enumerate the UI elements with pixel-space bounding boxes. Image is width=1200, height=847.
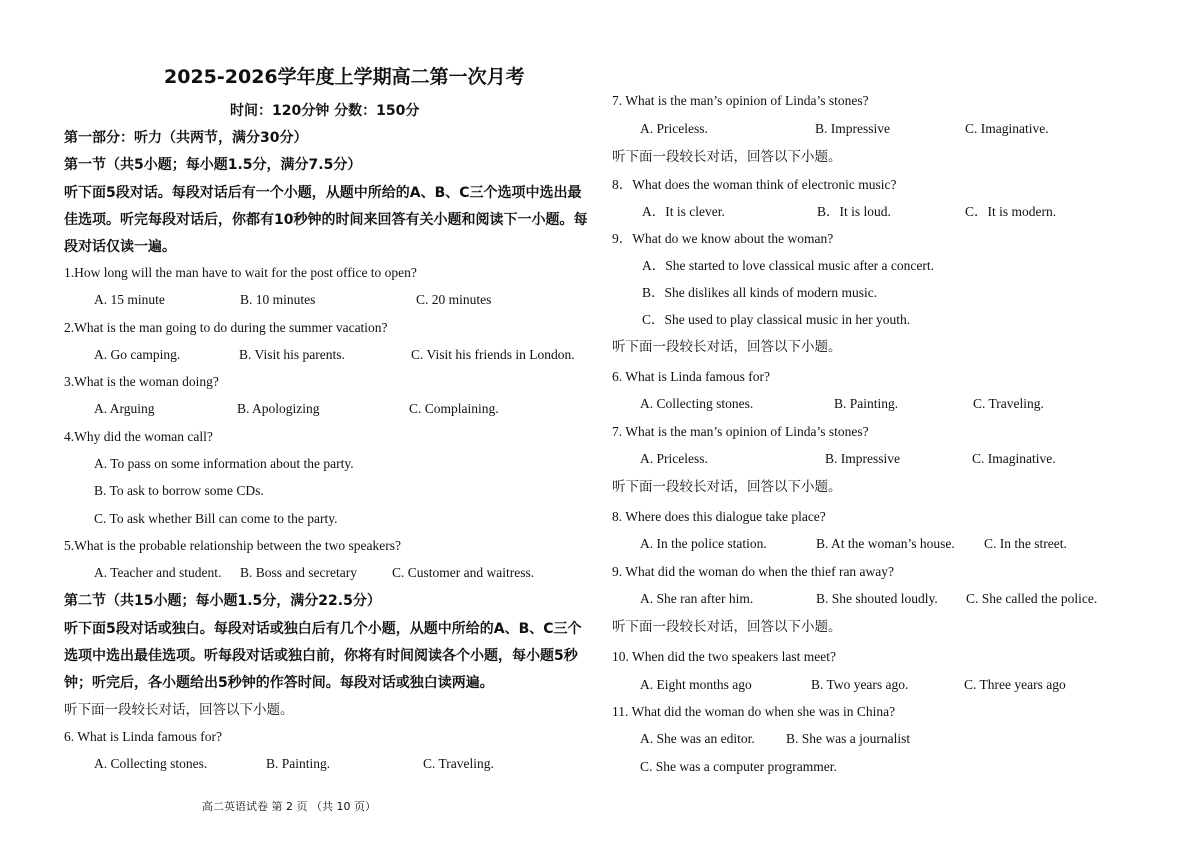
- q8a-option-c: C．It is modern.: [965, 204, 1057, 219]
- listen-note: 听下面一段较长对话，回答以下小题。: [64, 702, 294, 718]
- q5-option-c: C. Customer and waitress.: [392, 565, 535, 580]
- q2-option-c: C. Visit his friends in London.: [411, 347, 575, 362]
- q1-option-c: C. 20 minutes: [416, 292, 492, 307]
- instruction2-line3: 钟；听完后，各小题给出5秒钟的作答时间。每段对话或独白读两遍。: [64, 675, 494, 691]
- q3-option-b: B. Apologizing: [237, 401, 320, 416]
- q10-option-b: B. Two years ago.: [811, 677, 909, 692]
- question-6: 6. What is Linda famous for?: [64, 729, 222, 744]
- part1-heading: 第一部分：听力（共两节，满分30分）: [64, 130, 308, 146]
- q9a-option-c: C．She used to play classical music in her youth.: [642, 312, 911, 327]
- left-column: [64, 0, 594, 847]
- question-7a: 7. What is the man’s opinion of Linda’s stones?: [612, 93, 869, 108]
- q10-option-c: C. Three years ago: [964, 677, 1066, 692]
- q5-option-a: A. Teacher and student.: [94, 565, 222, 580]
- question-1: 1.How long will the man have to wait for the post office to open?: [64, 265, 417, 280]
- q3-option-a: A. Arguing: [94, 401, 155, 416]
- q7a-option-a: A. Priceless.: [640, 121, 708, 136]
- question-7b: 7. What is the man’s opinion of Linda’s stones?: [612, 424, 869, 439]
- q8b-option-b: B. At the woman’s house.: [816, 536, 955, 551]
- q6-option-a: A. Collecting stones.: [94, 756, 208, 771]
- q6-option-b: B. Painting.: [266, 756, 331, 771]
- q11-option-a: A. She was an editor.: [640, 731, 755, 746]
- q9a-option-b: B．She dislikes all kinds of modern music.: [642, 285, 878, 300]
- question-9b: 9. What did the woman do when the thief ran away?: [612, 564, 895, 579]
- question-6b: 6. What is Linda famous for?: [612, 369, 770, 384]
- question-5: 5.What is the probable relationship between the two speakers?: [64, 538, 402, 553]
- q7b-option-c: C. Imaginative.: [972, 451, 1056, 466]
- q4-option-a: A. To pass on some information about the party.: [94, 456, 354, 471]
- q8a-option-a: A．It is clever.: [642, 204, 725, 219]
- q11-option-b: B. She was a journalist: [786, 731, 911, 746]
- question-11: 11. What did the woman do when she was in China?: [612, 704, 896, 719]
- question-9a: 9．What do we know about the woman?: [612, 231, 834, 246]
- q3-option-c: C. Complaining.: [409, 401, 499, 416]
- q11-option-c: C. She was a computer programmer.: [640, 759, 837, 774]
- q4-option-c: C. To ask whether Bill can come to the party.: [94, 511, 338, 526]
- q8a-option-b: B．It is loud.: [817, 204, 891, 219]
- q6b-option-a: A. Collecting stones.: [640, 396, 754, 411]
- question-2: 2.What is the man going to do during the summer vacation?: [64, 320, 388, 335]
- q9a-option-a: A．She started to love classical music after a concert.: [642, 258, 935, 273]
- q7a-option-b: B. Impressive: [815, 121, 890, 136]
- q2-option-a: A. Go camping.: [94, 347, 181, 362]
- section1-heading: 第一节（共5小题；每小题1.5分，满分7.5分）: [64, 157, 362, 173]
- page-footer: 高二英语试卷 第 2 页 （共 10 页）: [202, 800, 376, 813]
- q6b-option-c: C. Traveling.: [973, 396, 1044, 411]
- q9b-option-c: C. She called the police.: [966, 591, 1098, 606]
- question-8b: 8. Where does this dialogue take place?: [612, 509, 826, 524]
- q2-option-b: B. Visit his parents.: [239, 347, 345, 362]
- q8b-option-a: A. In the police station.: [640, 536, 767, 551]
- q1-option-a: A. 15 minute: [94, 292, 165, 307]
- listen-note-1: 听下面一段较长对话，回答以下小题。: [612, 149, 842, 165]
- right-column: [612, 0, 1172, 847]
- listen-note-3: 听下面一段较长对话，回答以下小题。: [612, 479, 842, 495]
- q6-option-c: C. Traveling.: [423, 756, 494, 771]
- instruction2-line1: 听下面5段对话或独白。每段对话或独白后有几个小题，从题中所给的A、B、C三个: [64, 621, 582, 637]
- section2-heading: 第二节（共15小题；每小题1.5分，满分22.5分）: [64, 593, 381, 609]
- q9b-option-a: A. She ran after him.: [640, 591, 754, 606]
- q7a-option-c: C. Imaginative.: [965, 121, 1049, 136]
- question-4: 4.Why did the woman call?: [64, 429, 213, 444]
- q9b-option-b: B. She shouted loudly.: [816, 591, 938, 606]
- exam-title: 2025-2026学年度上学期高二第一次月考: [164, 66, 525, 88]
- instruction1-line1: 听下面5段对话。每段对话后有一个小题，从题中所给的A、B、C三个选项中选出最: [64, 185, 582, 201]
- q7b-option-a: A. Priceless.: [640, 451, 708, 466]
- q4-option-b: B. To ask to borrow some CDs.: [94, 483, 264, 498]
- time-score: 时间：120分钟 分数：150分: [230, 103, 420, 119]
- q7b-option-b: B. Impressive: [825, 451, 900, 466]
- q8b-option-c: C. In the street.: [984, 536, 1067, 551]
- q1-option-b: B. 10 minutes: [240, 292, 316, 307]
- question-3: 3.What is the woman doing?: [64, 374, 219, 389]
- listen-note-2: 听下面一段较长对话，回答以下小题。: [612, 339, 842, 355]
- instruction1-line3: 段对话仅读一遍。: [64, 239, 176, 255]
- q10-option-a: A. Eight months ago: [640, 677, 752, 692]
- q6b-option-b: B. Painting.: [834, 396, 899, 411]
- question-8a: 8．What does the woman think of electronic music?: [612, 177, 897, 192]
- instruction1-line2: 佳选项。听完每段对话后，你都有10秒钟的时间来回答有关小题和阅读下一小题。每: [64, 212, 588, 228]
- q5-option-b: B. Boss and secretary: [240, 565, 357, 580]
- question-10: 10. When did the two speakers last meet?: [612, 649, 836, 664]
- listen-note-4: 听下面一段较长对话，回答以下小题。: [612, 619, 842, 635]
- instruction2-line2: 选项中选出最佳选项。听每段对话或独白前，你将有时间阅读各个小题，每小题5秒: [64, 648, 578, 664]
